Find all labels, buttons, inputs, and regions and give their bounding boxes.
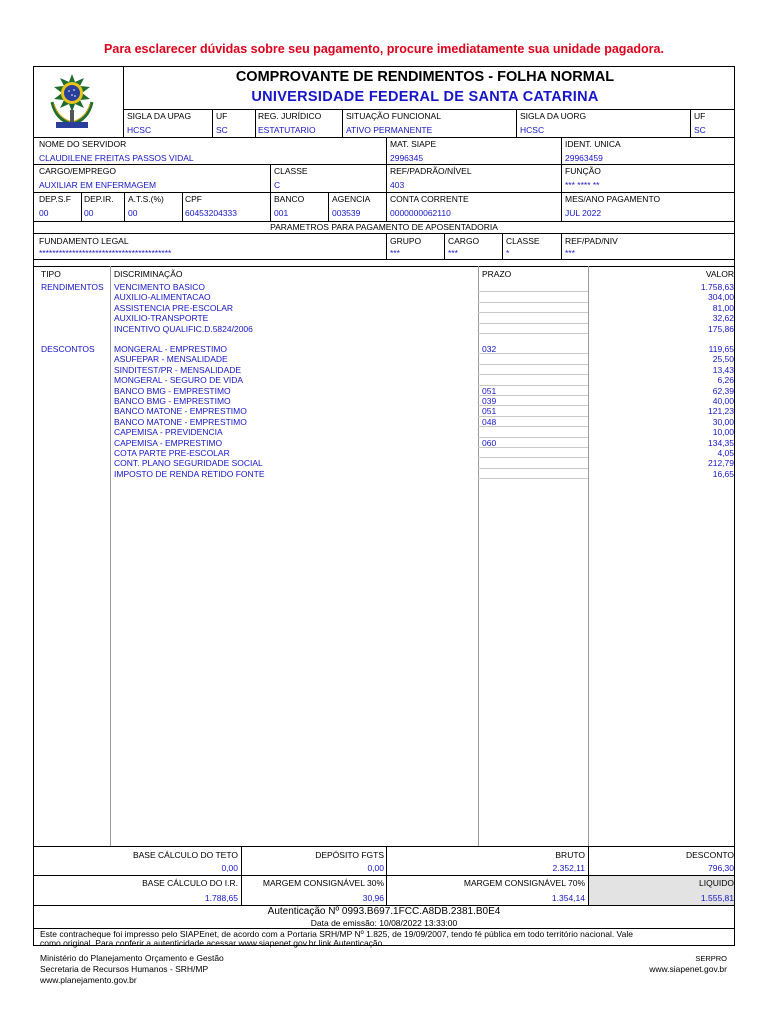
row-separator [478,333,588,334]
agencia-value: 003539 [332,208,361,218]
brasao-emblem-icon [44,72,100,132]
document-title: COMPROVANTE DE RENDIMENTOS - FOLHA NORMAL [235,69,615,85]
apos-cargo-label: CARGO [448,236,480,246]
base-teto-value: 0,00 [221,863,238,873]
apos-classe-label: CLASSE [506,236,540,246]
funcao-label: FUNÇÃO [565,166,601,176]
mat-siape-label: MAT. SIAPE [390,139,437,149]
row-separator [478,468,588,469]
col-tipo-header: TIPO [41,269,61,279]
row-separator [478,291,588,292]
liquido-value: 1.555,81 [700,893,734,903]
data-emissao: Data de emissão: 10/08/2022 13:33:00 [310,918,458,928]
uf-uorg-label: UF [694,111,706,121]
table-row-valor: 81,00 [712,302,734,313]
ident-unica-label: IDENT. UNICA [565,139,621,149]
apos-classe-value: * [506,248,510,258]
reg-juridico-label: REG. JURÍDICO [258,111,322,121]
situacao-label: SITUAÇÃO FUNCIONAL [346,111,441,121]
institution-name: UNIVERSIDADE FEDERAL DE SANTA CATARINA [251,89,599,105]
row-separator [478,302,588,303]
table-row-valor: 6,26 [717,375,734,386]
table-row-desc: INCENTIVO QUALIFIC.D.5824/2006 [114,323,253,334]
table-row-desc: BANCO BMG - EMPRESTIMO [114,396,231,406]
table-row-valor: 16,65 [712,468,734,479]
table-row-prazo: 048 [482,416,497,427]
uf-label: UF [216,111,228,121]
mat-siape-value: 2996345 [390,153,424,163]
table-row-valor: 4,05 [717,448,734,458]
funcao-value: *** **** ** [565,180,600,190]
bruto-label: BRUTO [555,850,585,860]
nome-value: CLAUDILENE FREITAS PASSOS VIDAL [39,153,194,163]
base-ir-value: 1.788,65 [204,893,238,903]
row-separator [478,353,588,354]
table-row-desc: IMPOSTO DE RENDA RETIDO FONTE [114,468,265,479]
table-row-desc: AUXILIO-ALIMENTACAO [114,292,211,303]
row-separator [478,323,588,324]
table-row-prazo: 039 [482,396,497,406]
base-ir-label: BASE CÁLCULO DO I.R. [142,878,238,888]
grupo-label: GRUPO [390,236,422,246]
table-row-valor: 1.758,63 [700,282,734,292]
col-prazo-header: PRAZO [482,269,512,279]
table-row-desc: COTA PARTE PRE-ESCOLAR [114,448,230,458]
dep-ir-label: DEP.IR. [84,194,114,204]
table-row-desc: SINDITEST/PR - MENSALIDADE [114,364,242,375]
uf-value: SC [216,125,228,135]
cargo-value: AUXILIAR EM ENFERMAGEM [39,180,157,190]
uf-uorg-value: SC [694,125,706,135]
table-row-valor: 119,65 [708,344,734,354]
table-row-valor: 30,00 [712,416,734,427]
refpad-label: REF/PAD/NIV [565,236,618,246]
table-row-prazo: 060 [482,437,497,448]
table-row-valor: 10,00 [712,427,734,438]
table-row-prazo: 032 [482,344,497,354]
sigla-uorg-label: SIGLA DA UORG [520,111,587,121]
col-valor-header: VALOR [705,269,734,279]
fgts-value: 0,00 [367,863,384,873]
fundamento-label: FUNDAMENTO LEGAL [39,236,129,246]
table-row-valor: 212,79 [708,458,734,469]
table-row-desc: BANCO BMG - EMPRESTIMO [114,385,231,396]
agencia-label: AGENCIA [332,194,371,204]
table-row-valor: 134,35 [708,437,734,448]
conta-value: 0000000062110 [390,208,451,218]
table-row-valor: 40,00 [712,396,734,406]
table-row-desc: CAPEMISA - PREVIDENCIA [114,427,223,438]
cpf-label: CPF [185,194,202,204]
bruto-value: 2.352,11 [552,863,585,873]
ats-label: A.T.S.(%) [128,194,164,204]
table-row-valor: 32,62 [712,313,734,324]
row-separator [478,447,588,448]
dep-sf-value: 00 [39,208,49,218]
footer-siapenet-link[interactable]: www.siapenet.gov.br [649,964,727,974]
cpf-value: 60453204333 [185,208,238,218]
table-row-desc: AUXILIO-TRANSPORTE [114,313,209,324]
table-row-valor: 62,39 [712,385,734,396]
sigla-uorg-value: HCSC [520,125,545,135]
table-row-valor: 121,23 [708,406,734,417]
mes-ano-value: JUL 2022 [565,208,602,218]
footer-planejamento-link[interactable]: www.planejamento.gov.br [40,975,137,985]
table-row-desc: ASSISTENCIA PRE-ESCOLAR [114,302,234,313]
table-row-desc: BANCO MATONE - EMPRESTIMO [114,416,247,427]
table-row-prazo: 051 [482,385,497,396]
footer-secretaria: Secretaria de Recursos Humanos - SRH/MP [40,964,209,974]
desconto-label: DESCONTO [685,850,734,860]
table-row-valor: 13,43 [712,364,734,375]
ref-padrao-label: REF/PADRÃO/NÍVEL [390,166,472,176]
ident-unica-value: 29963459 [565,153,603,163]
table-row-desc: CONT. PLANO SEGURIDADE SOCIAL [114,458,263,469]
grupo-value: *** [390,248,400,258]
row-separator [478,364,588,365]
situacao-value: ATIVO PERMANENTE [346,125,433,135]
table-row-desc: ASUFEPAR - MENSALIDADE [114,354,228,365]
row-separator [478,312,588,313]
banco-label: BANCO [274,194,305,204]
classe-value: C [274,180,281,190]
table-row-valor: 304,00 [708,292,734,303]
row-separator [478,457,588,458]
warning-message: Para esclarecer dúvidas sobre seu pagamento, procure imediatamente sua unidade pagadora. [104,42,664,56]
table-row-desc: VENCIMENTO BASICO [114,282,205,292]
apos-cargo-value: *** [448,248,458,258]
autenticacao-code: Autenticação Nº 0993.B697.1FCC.A8DB.2381.B0E4 [267,906,501,917]
nome-label: NOME DO SERVIDOR [39,139,127,149]
row-separator [478,478,588,479]
fundamento-value: **************************************** [39,248,172,258]
footer-ministerio: Ministério do Planejamento Orçamento e Gestão [40,953,224,963]
margem30-label: MARGEM CONSIGNÁVEL 30% [262,878,384,888]
refpad-value: *** [565,248,575,258]
dep-ir-value: 00 [84,208,94,218]
margem30-value: 30,96 [362,893,384,903]
table-row-valor: 175,86 [708,323,734,334]
table-row-desc: CAPEMISA - EMPRESTIMO [114,437,223,448]
classe-label: CLASSE [274,166,308,176]
aposentadoria-heading: PARAMETROS PARA PAGAMENTO DE APOSENTADORIA [270,222,498,232]
footer-serpro: SERPRO [695,954,727,963]
col-discriminacao-header: DISCRIMINAÇÃO [114,269,183,279]
nota-autenticidade-linha2: como original. Para conferir a autenticidade acessar www.siapenet.gov.br link Autenticação. [40,938,385,948]
dep-sf-label: DEP.S.F [39,194,71,204]
base-teto-label: BASE CÁLCULO DO TETO [132,850,238,860]
sigla-upag-label: SIGLA DA UPAG [127,111,192,121]
descontos-label: DESCONTOS [41,344,95,354]
table-row-desc: MONGERAL - SEGURO DE VIDA [114,375,244,386]
margem70-value: 1.354,14 [551,893,585,903]
table-row-prazo: 051 [482,406,497,417]
ref-padrao-value: 403 [390,180,405,190]
desconto-value: 796,30 [708,863,734,873]
mes-ano-label: MES/ANO PAGAMENTO [565,194,661,204]
liquido-label: LIQUIDO [699,878,734,888]
row-separator [478,426,588,427]
row-separator [478,374,588,375]
rendimentos-label: RENDIMENTOS [41,282,104,292]
nota-autenticidade-linha1: Este contracheque foi impresso pelo SIAPEnet, de acordo com a Portaria SRH/MP Nº 1.825, de 19/09/2007, tendo fé pública em todo território nacional. Vale [40,929,633,939]
reg-juridico-value: ESTATUTARIO [258,125,316,135]
ats-value: 00 [128,208,138,218]
table-row-desc: BANCO MATONE - EMPRESTIMO [114,406,247,417]
cargo-label: CARGO/EMPREGO [39,166,116,176]
fgts-label: DEPÓSITO FGTS [315,850,384,860]
sigla-upag-value: HCSC [127,125,152,135]
table-row-valor: 25,50 [712,354,734,365]
banco-value: 001 [274,208,289,218]
margem70-label: MARGEM CONSIGNÁVEL 70% [463,878,585,888]
conta-label: CONTA CORRENTE [390,194,469,204]
table-row-desc: MONGERAL - EMPRESTIMO [114,344,228,354]
